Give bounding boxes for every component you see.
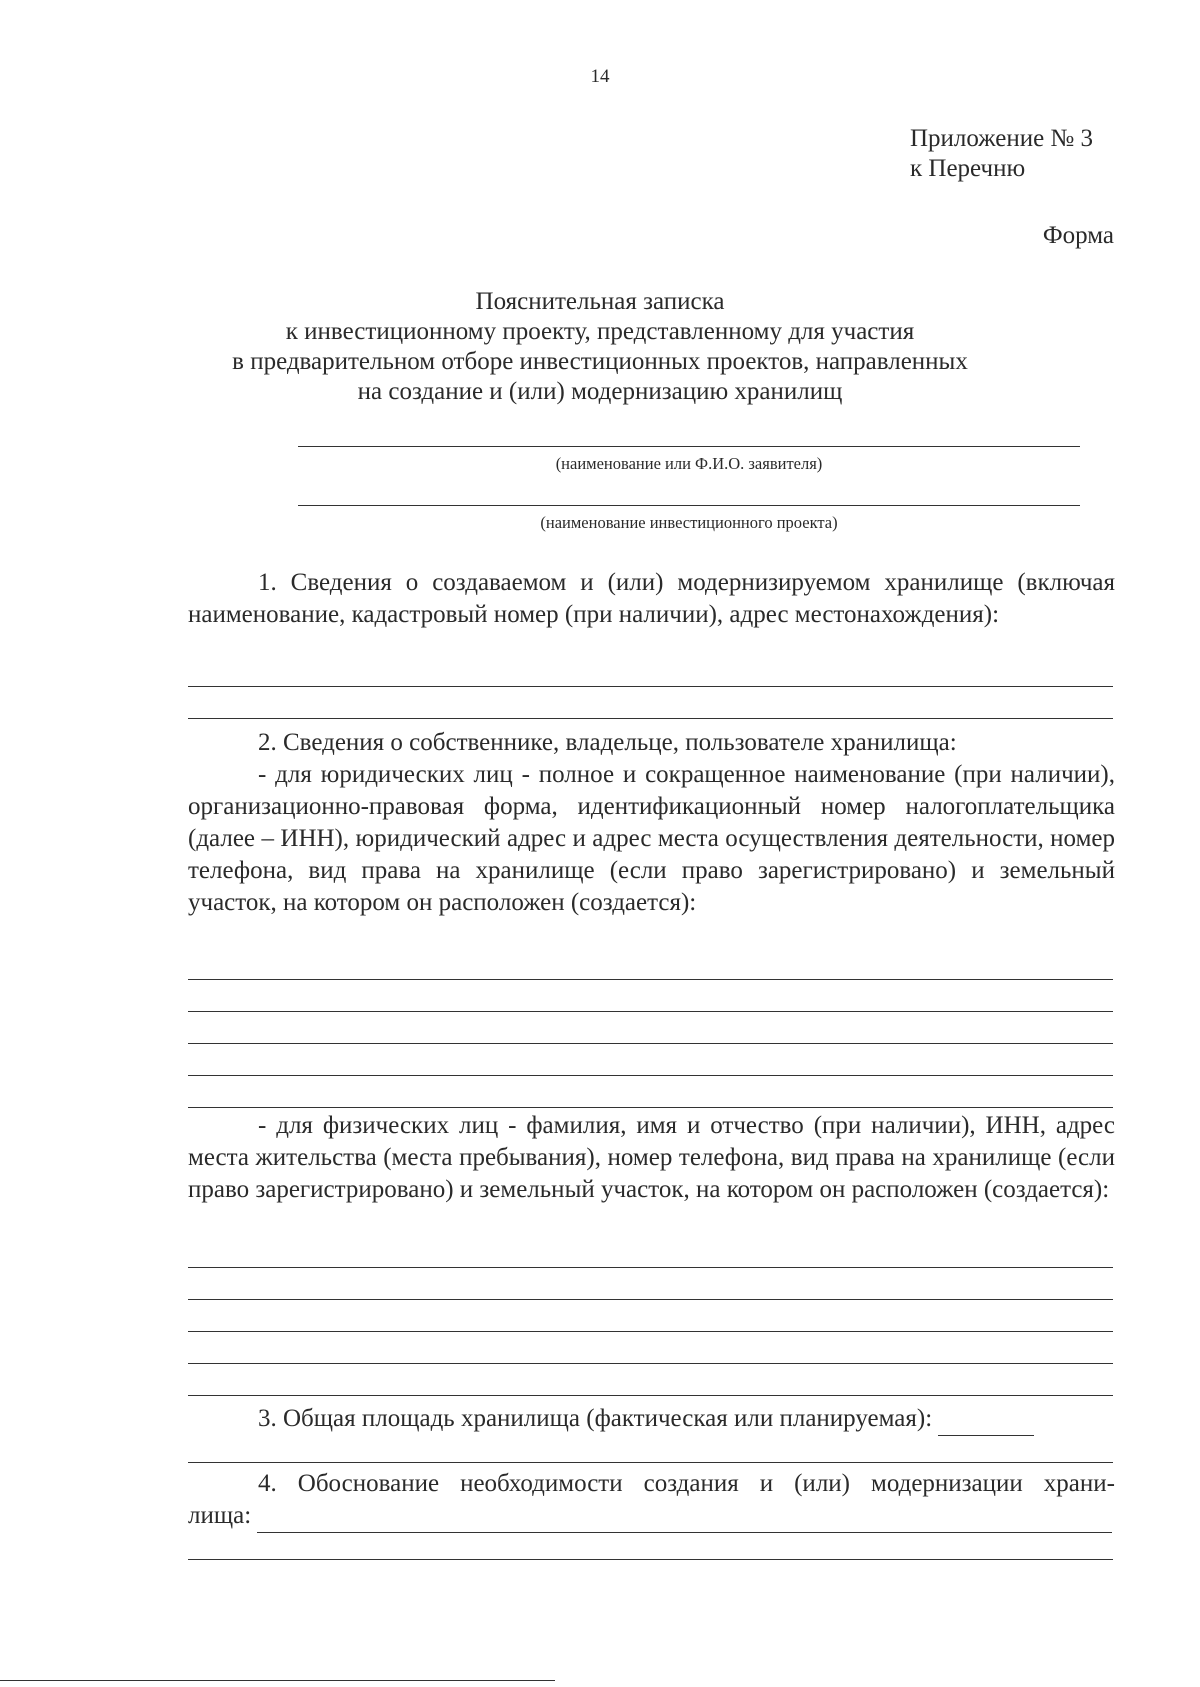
- footnote-separator: [0, 1680, 555, 1681]
- section-3-answer-line[interactable]: [188, 1462, 1113, 1463]
- project-caption: (наименование инвестиционного проекта): [540, 513, 838, 532]
- document-title: [0, 287, 1200, 407]
- section-1-answer-line[interactable]: [188, 686, 1113, 687]
- legal-entity-answer-line[interactable]: [188, 1043, 1113, 1044]
- appendix-line-2: к Перечню: [910, 155, 1026, 182]
- legal-entity-answer-line[interactable]: [188, 1011, 1113, 1012]
- section-3-text: 3. Общая площадь хранилища (фактическая или планируемая):: [188, 1403, 1115, 1436]
- section-1-answer-line[interactable]: [188, 718, 1113, 719]
- individual-answer-line[interactable]: [188, 1395, 1113, 1396]
- legal-entity-answer-line[interactable]: [188, 979, 1113, 980]
- appendix-header: [910, 124, 1093, 184]
- section-2-individual-text: - для физических лиц - фамилия, имя и отчество (при наличии), ИНН, адрес места жительства (места пребывания), номер телефона, вид права на хранилище (если право зарегистрировано) и земельный участок, на котором он расположен (создается):: [188, 1112, 1115, 1203]
- justification-field[interactable]: [257, 1500, 1112, 1533]
- page-number: 14: [590, 66, 610, 87]
- section-1-text: 1. Сведения о создаваемом и (или) модернизируемом хранилище (включая наименование, кадастровый номер (при наличии), адрес местонахождения):: [188, 569, 1115, 628]
- legal-entity-answer-line[interactable]: [188, 1107, 1113, 1108]
- legal-entity-answer-line[interactable]: [188, 1075, 1113, 1076]
- individual-answer-line[interactable]: [188, 1331, 1113, 1332]
- individual-answer-line[interactable]: [188, 1363, 1113, 1364]
- appendix-line-1: Приложение № 3: [910, 125, 1094, 152]
- individual-answer-line[interactable]: [188, 1299, 1113, 1300]
- title-line-2: к инвестиционному проекту, представленному для участия: [285, 318, 915, 345]
- title-line-3: в предварительном отборе инвестиционных проектов, направленных: [232, 348, 968, 375]
- individual-answer-line[interactable]: [188, 1267, 1113, 1268]
- total-area-field[interactable]: [938, 1403, 1034, 1436]
- applicant-name-field[interactable]: [298, 446, 1080, 447]
- form-label: Форма: [1042, 222, 1114, 249]
- title-line-4: на создание и (или) модернизацию хранилищ: [357, 378, 843, 405]
- section-4-text: 4. Обоснование необходимости создания и (или) модернизации храни- лища:: [188, 1468, 1115, 1533]
- title-line-1: Пояснительная записка: [475, 288, 725, 315]
- project-name-field[interactable]: [298, 505, 1080, 506]
- section-2-legal-text: - для юридических лиц - полное и сокращенное наименование (при наличии), организационно-правовая форма, идентификационный номер налогоплательщика (далее – ИНН), юридический адрес и адрес места осуществления деятельности, номер телефона, вид права на хранилище (если право зарегистрировано) и земельный участок, на котором он расположен (создается):: [188, 761, 1115, 916]
- applicant-caption: (наименование или Ф.И.О. заявителя): [555, 454, 823, 473]
- section-4-answer-line[interactable]: [188, 1559, 1113, 1560]
- section-2-heading: 2. Сведения о собственнике, владельце, пользователе хранилища:: [258, 729, 957, 756]
